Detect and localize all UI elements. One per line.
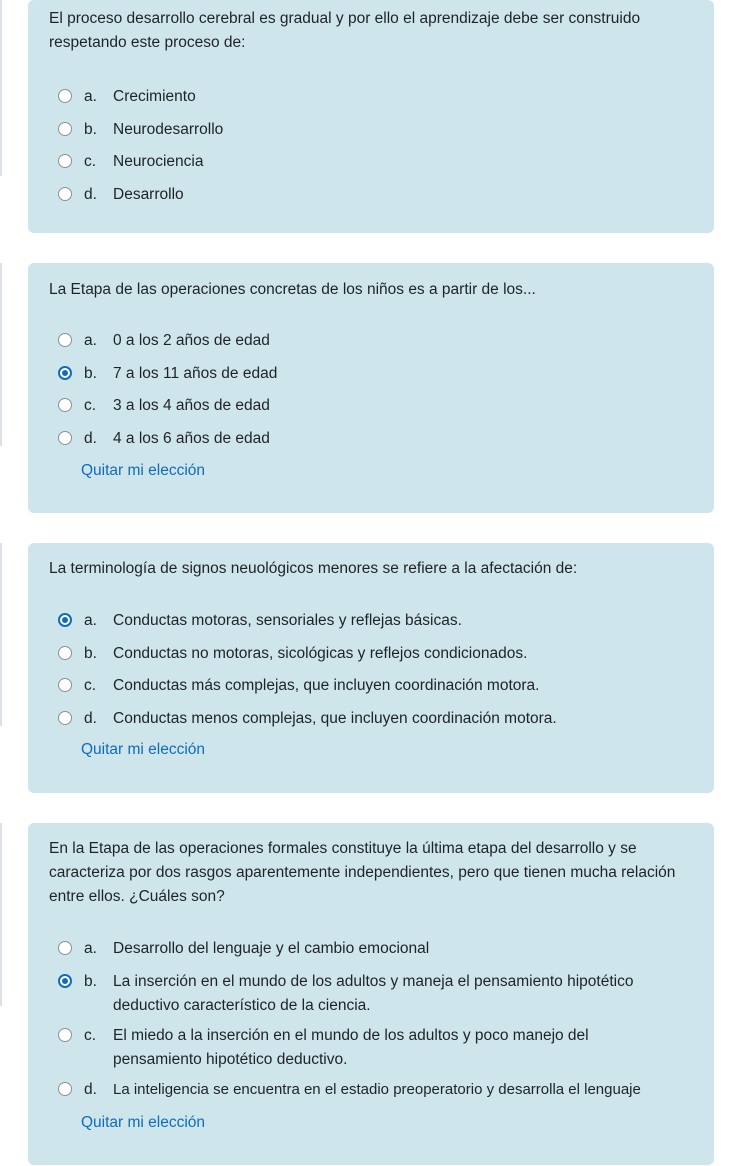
radio-button[interactable]	[58, 1082, 72, 1096]
option-letter: c.	[84, 1026, 97, 1044]
option-label: Crecimiento	[113, 88, 196, 105]
question-text: El proceso desarrollo cerebral es gradual y por ello el aprendizaje debe ser construido respetando este proceso de:	[49, 10, 641, 51]
answer-option-a[interactable]	[49, 609, 694, 642]
radio-button[interactable]	[58, 646, 72, 660]
option-label: La inserción en el mundo de los adultos y maneja el pensamiento hipotético deductivo característico de la ciencia.	[113, 972, 634, 1014]
option-label: Neurociencia	[113, 153, 204, 171]
answer-list	[49, 329, 694, 460]
question-text: La terminología de signos neuológicos menores se refiere a la afectación de:	[49, 560, 578, 577]
option-label: Conductas menos complejas, que incluyen coordinación motora.	[113, 710, 557, 728]
radio-button-selected[interactable]	[58, 366, 72, 380]
question-card-4	[28, 823, 714, 1165]
radio-button-selected[interactable]	[58, 613, 72, 627]
option-letter: b.	[84, 364, 97, 382]
answer-option-a[interactable]	[49, 329, 694, 362]
option-label: Conductas más complejas, que incluyen coordinación motora.	[113, 677, 540, 695]
clear-choice-link[interactable]: Quitar mi elección	[81, 461, 206, 479]
option-letter: d.	[84, 1080, 97, 1098]
option-label: Conductas no motoras, sicológicas y reflejos condicionados.	[113, 644, 528, 662]
option-label: 7 a los 11 años de edad	[113, 364, 278, 382]
option-letter: b.	[84, 644, 97, 662]
option-label: Conductas motoras, sensoriales y reflejas básicas.	[113, 612, 462, 629]
option-letter: a.	[84, 940, 97, 957]
answer-option-d[interactable]	[49, 1078, 694, 1111]
answer-option-d[interactable]	[49, 707, 694, 740]
option-label: Neurodesarrollo	[113, 120, 224, 138]
question-text: En la Etapa de las operaciones formales constituye la última etapa del desarrollo y se caracteriza por dos rasgos aparentemente independientes, pero que tienen mucha relación entre ellos. ¿Cuáles son?	[49, 840, 676, 905]
answer-option-b[interactable]	[49, 642, 694, 675]
radio-button-selected[interactable]	[58, 974, 72, 988]
answer-option-c[interactable]	[49, 1024, 694, 1078]
radio-button[interactable]	[58, 122, 72, 136]
radio-button[interactable]	[58, 187, 72, 201]
radio-button[interactable]	[58, 1028, 72, 1042]
option-letter: c.	[84, 397, 97, 415]
radio-button[interactable]	[58, 333, 72, 347]
clear-choice-link[interactable]: Quitar mi elección	[81, 1114, 206, 1132]
answer-list	[49, 937, 694, 1110]
radio-button[interactable]	[58, 711, 72, 725]
option-letter: b.	[84, 972, 97, 990]
option-letter: d.	[84, 186, 97, 204]
option-label: 3 a los 4 años de edad	[113, 397, 270, 415]
option-label: El miedo a la inserción en el mundo de los adultos y poco manejo del pensamiento hipotético deductivo.	[113, 1026, 589, 1068]
answer-option-a[interactable]	[49, 85, 694, 118]
answer-option-b[interactable]	[49, 362, 694, 395]
radio-button[interactable]	[58, 678, 72, 692]
answer-option-c[interactable]	[49, 394, 694, 427]
left-edge-line	[0, 263, 2, 446]
option-letter: a.	[84, 332, 97, 349]
option-label: 4 a los 6 años de edad	[113, 430, 270, 448]
option-letter: c.	[84, 677, 97, 695]
option-letter: d.	[84, 430, 97, 448]
radio-button[interactable]	[58, 941, 72, 955]
left-edge-line	[0, 0, 2, 176]
answer-list	[49, 85, 694, 216]
option-letter: d.	[84, 710, 97, 728]
answer-option-d[interactable]	[49, 183, 694, 216]
radio-button[interactable]	[58, 89, 72, 103]
question-text: La Etapa de las operaciones concretas de los niños es a partir de los...	[49, 281, 536, 298]
radio-button[interactable]	[58, 398, 72, 412]
answer-option-c[interactable]	[49, 150, 694, 183]
question-card-1	[28, 0, 714, 233]
answer-option-a[interactable]	[49, 937, 694, 970]
radio-button[interactable]	[58, 431, 72, 445]
option-label: La inteligencia se encuentra en el estadio preoperatorio y desarrolla el lenguaje	[113, 1080, 641, 1098]
option-label: Desarrollo	[113, 186, 184, 204]
answer-option-b[interactable]	[49, 118, 694, 151]
option-letter: c.	[84, 153, 97, 171]
left-edge-line	[0, 823, 2, 1006]
option-label: Desarrollo del lenguaje y el cambio emocional	[113, 940, 430, 957]
option-label: 0 a los 2 años de edad	[113, 332, 270, 349]
answer-option-b[interactable]	[49, 970, 694, 1024]
option-letter: b.	[84, 120, 97, 138]
question-card-3	[28, 543, 714, 793]
option-letter: a.	[84, 612, 97, 629]
question-card-2	[28, 263, 714, 513]
clear-choice-link[interactable]: Quitar mi elección	[81, 740, 206, 758]
option-letter: a.	[84, 88, 97, 105]
answer-option-d[interactable]	[49, 427, 694, 460]
answer-list	[49, 609, 694, 740]
answer-option-c[interactable]	[49, 674, 694, 707]
radio-button[interactable]	[58, 154, 72, 168]
left-edge-line	[0, 543, 2, 726]
